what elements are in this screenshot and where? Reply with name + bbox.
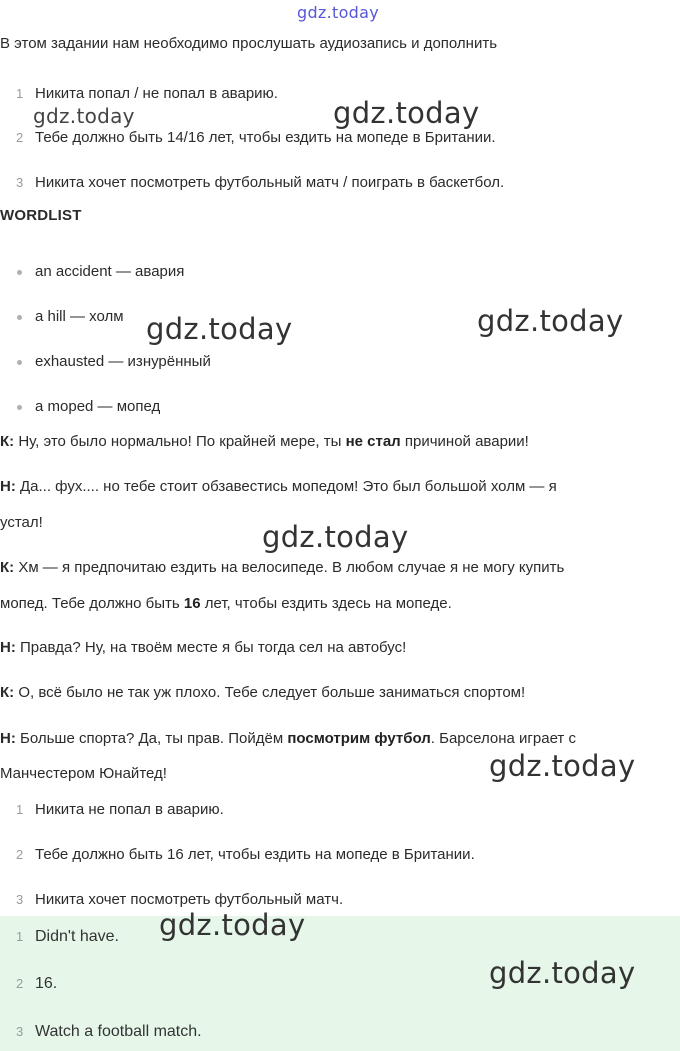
dialogue-line <box>0 595 452 612</box>
answer-text: 16. <box>35 975 58 992</box>
dialogue-line <box>0 730 576 747</box>
speaker-label: К: <box>0 684 15 701</box>
dialogue-line <box>0 765 167 782</box>
answer-text: Didn't have. <box>35 928 119 945</box>
line-text: Хм — я предпочитаю ездить на велосипеде. В любом случае я не могу купить <box>14 559 565 576</box>
watermark: gdz.today <box>489 749 636 783</box>
wordlist-heading: WORDLIST <box>0 207 82 224</box>
item-text: an accident — авария <box>35 263 185 280</box>
item-text: Тебе должно быть 16 лет, чтобы ездить на мопеде в Британии. <box>35 846 475 863</box>
item-number: 2 <box>16 847 24 862</box>
dialogue-line <box>0 559 564 576</box>
dialogue-line <box>0 639 406 656</box>
dialogue-line <box>0 514 43 531</box>
bullet-icon <box>17 405 22 410</box>
item-number: 3 <box>16 175 24 190</box>
watermark: gdz.today <box>477 304 624 338</box>
bold-text: не стал <box>345 433 401 450</box>
speaker-label: К: <box>0 433 15 450</box>
speaker-label: Н: <box>0 639 16 656</box>
item-number: 3 <box>16 892 24 907</box>
item-number: 3 <box>16 1024 24 1039</box>
bold-text: 16 <box>183 595 201 612</box>
bullet-icon <box>17 270 22 275</box>
watermark: gdz.today <box>159 908 306 942</box>
item-text: exhausted — изнурённый <box>35 353 211 370</box>
item-number: 1 <box>16 929 24 944</box>
line-text: устал! <box>0 514 43 531</box>
line-text: Ну, это было нормально! По крайней мере, ты <box>14 433 346 450</box>
item-number: 2 <box>16 976 24 991</box>
line-text: О, всё было не так уж плохо. Тебе следует больше заниматься спортом! <box>14 684 526 701</box>
line-text: Больше спорта? Да, ты прав. Пойдём <box>15 730 288 747</box>
watermark: gdz.today <box>146 312 293 346</box>
line-text: Манчестером Юнайтед! <box>0 765 167 782</box>
bullet-icon <box>17 315 22 320</box>
speaker-label: Н: <box>0 478 16 495</box>
watermark: gdz.today <box>33 104 135 128</box>
item-text: Никита хочет посмотреть футбольный матч. <box>35 891 344 908</box>
line-text: Да... фух.... но тебе стоит обзавестись мопедом! Это был большой холм — я <box>15 478 557 495</box>
line-text: . Барселона играет с <box>430 730 576 747</box>
line-text: мопед. Тебе должно быть <box>0 595 184 612</box>
item-text: Никита не попал в аварию. <box>35 801 224 818</box>
speaker-label: Н: <box>0 730 16 747</box>
dialogue-line <box>0 684 525 701</box>
watermark: gdz.today <box>489 956 636 990</box>
bullet-icon <box>17 360 22 365</box>
item-text: Тебе должно быть 14/16 лет, чтобы ездить на мопеде в Британии. <box>35 129 496 146</box>
item-text: a moped — мопед <box>35 398 161 415</box>
item-text: Никита попал / не попал в аварию. <box>35 85 278 102</box>
item-text: a hill — холм <box>35 308 124 325</box>
watermark-top: gdz.today <box>297 3 379 22</box>
item-number: 1 <box>16 802 24 817</box>
speaker-label: К: <box>0 559 15 576</box>
bold-text: посмотрим футбол <box>287 730 431 747</box>
item-text: Никита хочет посмотреть футбольный матч / поиграть в баскетбол. <box>35 174 505 191</box>
item-number: 2 <box>16 130 24 145</box>
line-text: лет, чтобы ездить здесь на мопеде. <box>200 595 452 612</box>
answer-text: Watch a football match. <box>35 1023 202 1040</box>
line-text: Правда? Ну, на твоём месте я бы тогда сел на автобус! <box>15 639 407 656</box>
watermark: gdz.today <box>333 96 480 130</box>
intro-text: В этом задании нам необходимо прослушать аудиозапись и дополнить <box>0 35 498 52</box>
dialogue-line <box>0 433 529 450</box>
watermark: gdz.today <box>262 520 409 554</box>
line-text: причиной аварии! <box>400 433 529 450</box>
dialogue-line <box>0 478 557 495</box>
item-number: 1 <box>16 86 24 101</box>
